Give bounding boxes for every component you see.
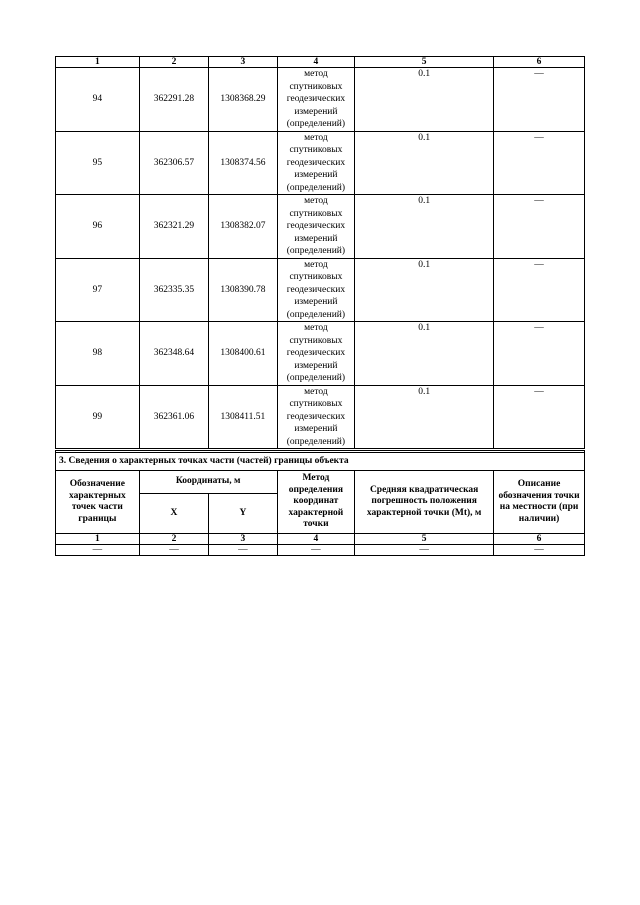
characteristic-points-table <box>55 56 585 556</box>
column-number-row <box>56 534 585 545</box>
column-number: 1 <box>56 534 140 545</box>
point-number: 96 <box>56 195 140 259</box>
column-number: 4 <box>277 57 355 68</box>
mt-value: 0.1 <box>355 131 494 195</box>
column-number: 4 <box>277 534 355 545</box>
empty-cell: — <box>139 545 208 556</box>
coord-x: 362335.35 <box>139 258 208 322</box>
description: — <box>494 322 585 386</box>
table-row <box>56 258 585 322</box>
mt-value: 0.1 <box>355 68 494 132</box>
mt-value: 0.1 <box>355 258 494 322</box>
coord-y: 1308382.07 <box>209 195 277 259</box>
coord-y: 1308374.56 <box>209 131 277 195</box>
coord-y: 1308368.29 <box>209 68 277 132</box>
coord-y: 1308411.51 <box>209 385 277 450</box>
coord-y: 1308400.61 <box>209 322 277 386</box>
table-row <box>56 131 585 195</box>
empty-cell: — <box>209 545 277 556</box>
empty-cell: — <box>277 545 355 556</box>
method: метод спутниковых геодезических измерений (определений) <box>277 322 355 386</box>
description: — <box>494 68 585 132</box>
section-title: 3. Сведения о характерных точках части (частей) границы объекта <box>56 453 585 471</box>
point-number: 95 <box>56 131 140 195</box>
point-number: 94 <box>56 68 140 132</box>
table-row <box>56 545 585 556</box>
column-number: 2 <box>139 57 208 68</box>
coord-x: 362291.28 <box>139 68 208 132</box>
point-number: 98 <box>56 322 140 386</box>
empty-cell: — <box>494 545 585 556</box>
header-description: Описание обозначения точки на местности (при наличии) <box>494 471 585 534</box>
header-mt: Средняя квадратическая погрешность положения характерной точки (Mt), м <box>355 471 494 534</box>
coord-x: 362348.64 <box>139 322 208 386</box>
description: — <box>494 195 585 259</box>
column-number: 6 <box>494 534 585 545</box>
table-row <box>56 322 585 386</box>
document-sheet <box>55 56 585 556</box>
method: метод спутниковых геодезических измерений (определений) <box>277 68 355 132</box>
header-method: Метод определения координат характерной точки <box>277 471 355 534</box>
column-number: 6 <box>494 57 585 68</box>
mt-value: 0.1 <box>355 195 494 259</box>
table-row <box>56 385 585 450</box>
section-header-row <box>56 471 585 494</box>
method: метод спутниковых геодезических измерений (определений) <box>277 195 355 259</box>
mt-value: 0.1 <box>355 385 494 450</box>
empty-cell: — <box>56 545 140 556</box>
column-number-row <box>56 57 585 68</box>
empty-cell: — <box>355 545 494 556</box>
table-row <box>56 195 585 259</box>
header-coordinates: Координаты, м <box>139 471 277 494</box>
column-number: 5 <box>355 57 494 68</box>
header-x: X <box>139 494 208 534</box>
column-number: 2 <box>139 534 208 545</box>
section-title-row <box>56 453 585 471</box>
description: — <box>494 258 585 322</box>
method: метод спутниковых геодезических измерений (определений) <box>277 258 355 322</box>
coord-x: 362306.57 <box>139 131 208 195</box>
point-number: 99 <box>56 385 140 450</box>
coord-x: 362361.06 <box>139 385 208 450</box>
method: метод спутниковых геодезических измерений (определений) <box>277 385 355 450</box>
header-point-designation: Обозначение характерных точек части границы <box>56 471 140 534</box>
coord-x: 362321.29 <box>139 195 208 259</box>
description: — <box>494 385 585 450</box>
mt-value: 0.1 <box>355 322 494 386</box>
method: метод спутниковых геодезических измерений (определений) <box>277 131 355 195</box>
column-number: 3 <box>209 534 277 545</box>
column-number: 1 <box>56 57 140 68</box>
point-number: 97 <box>56 258 140 322</box>
header-y: Y <box>209 494 277 534</box>
column-number: 5 <box>355 534 494 545</box>
description: — <box>494 131 585 195</box>
column-number: 3 <box>209 57 277 68</box>
coord-y: 1308390.78 <box>209 258 277 322</box>
table-row <box>56 68 585 132</box>
